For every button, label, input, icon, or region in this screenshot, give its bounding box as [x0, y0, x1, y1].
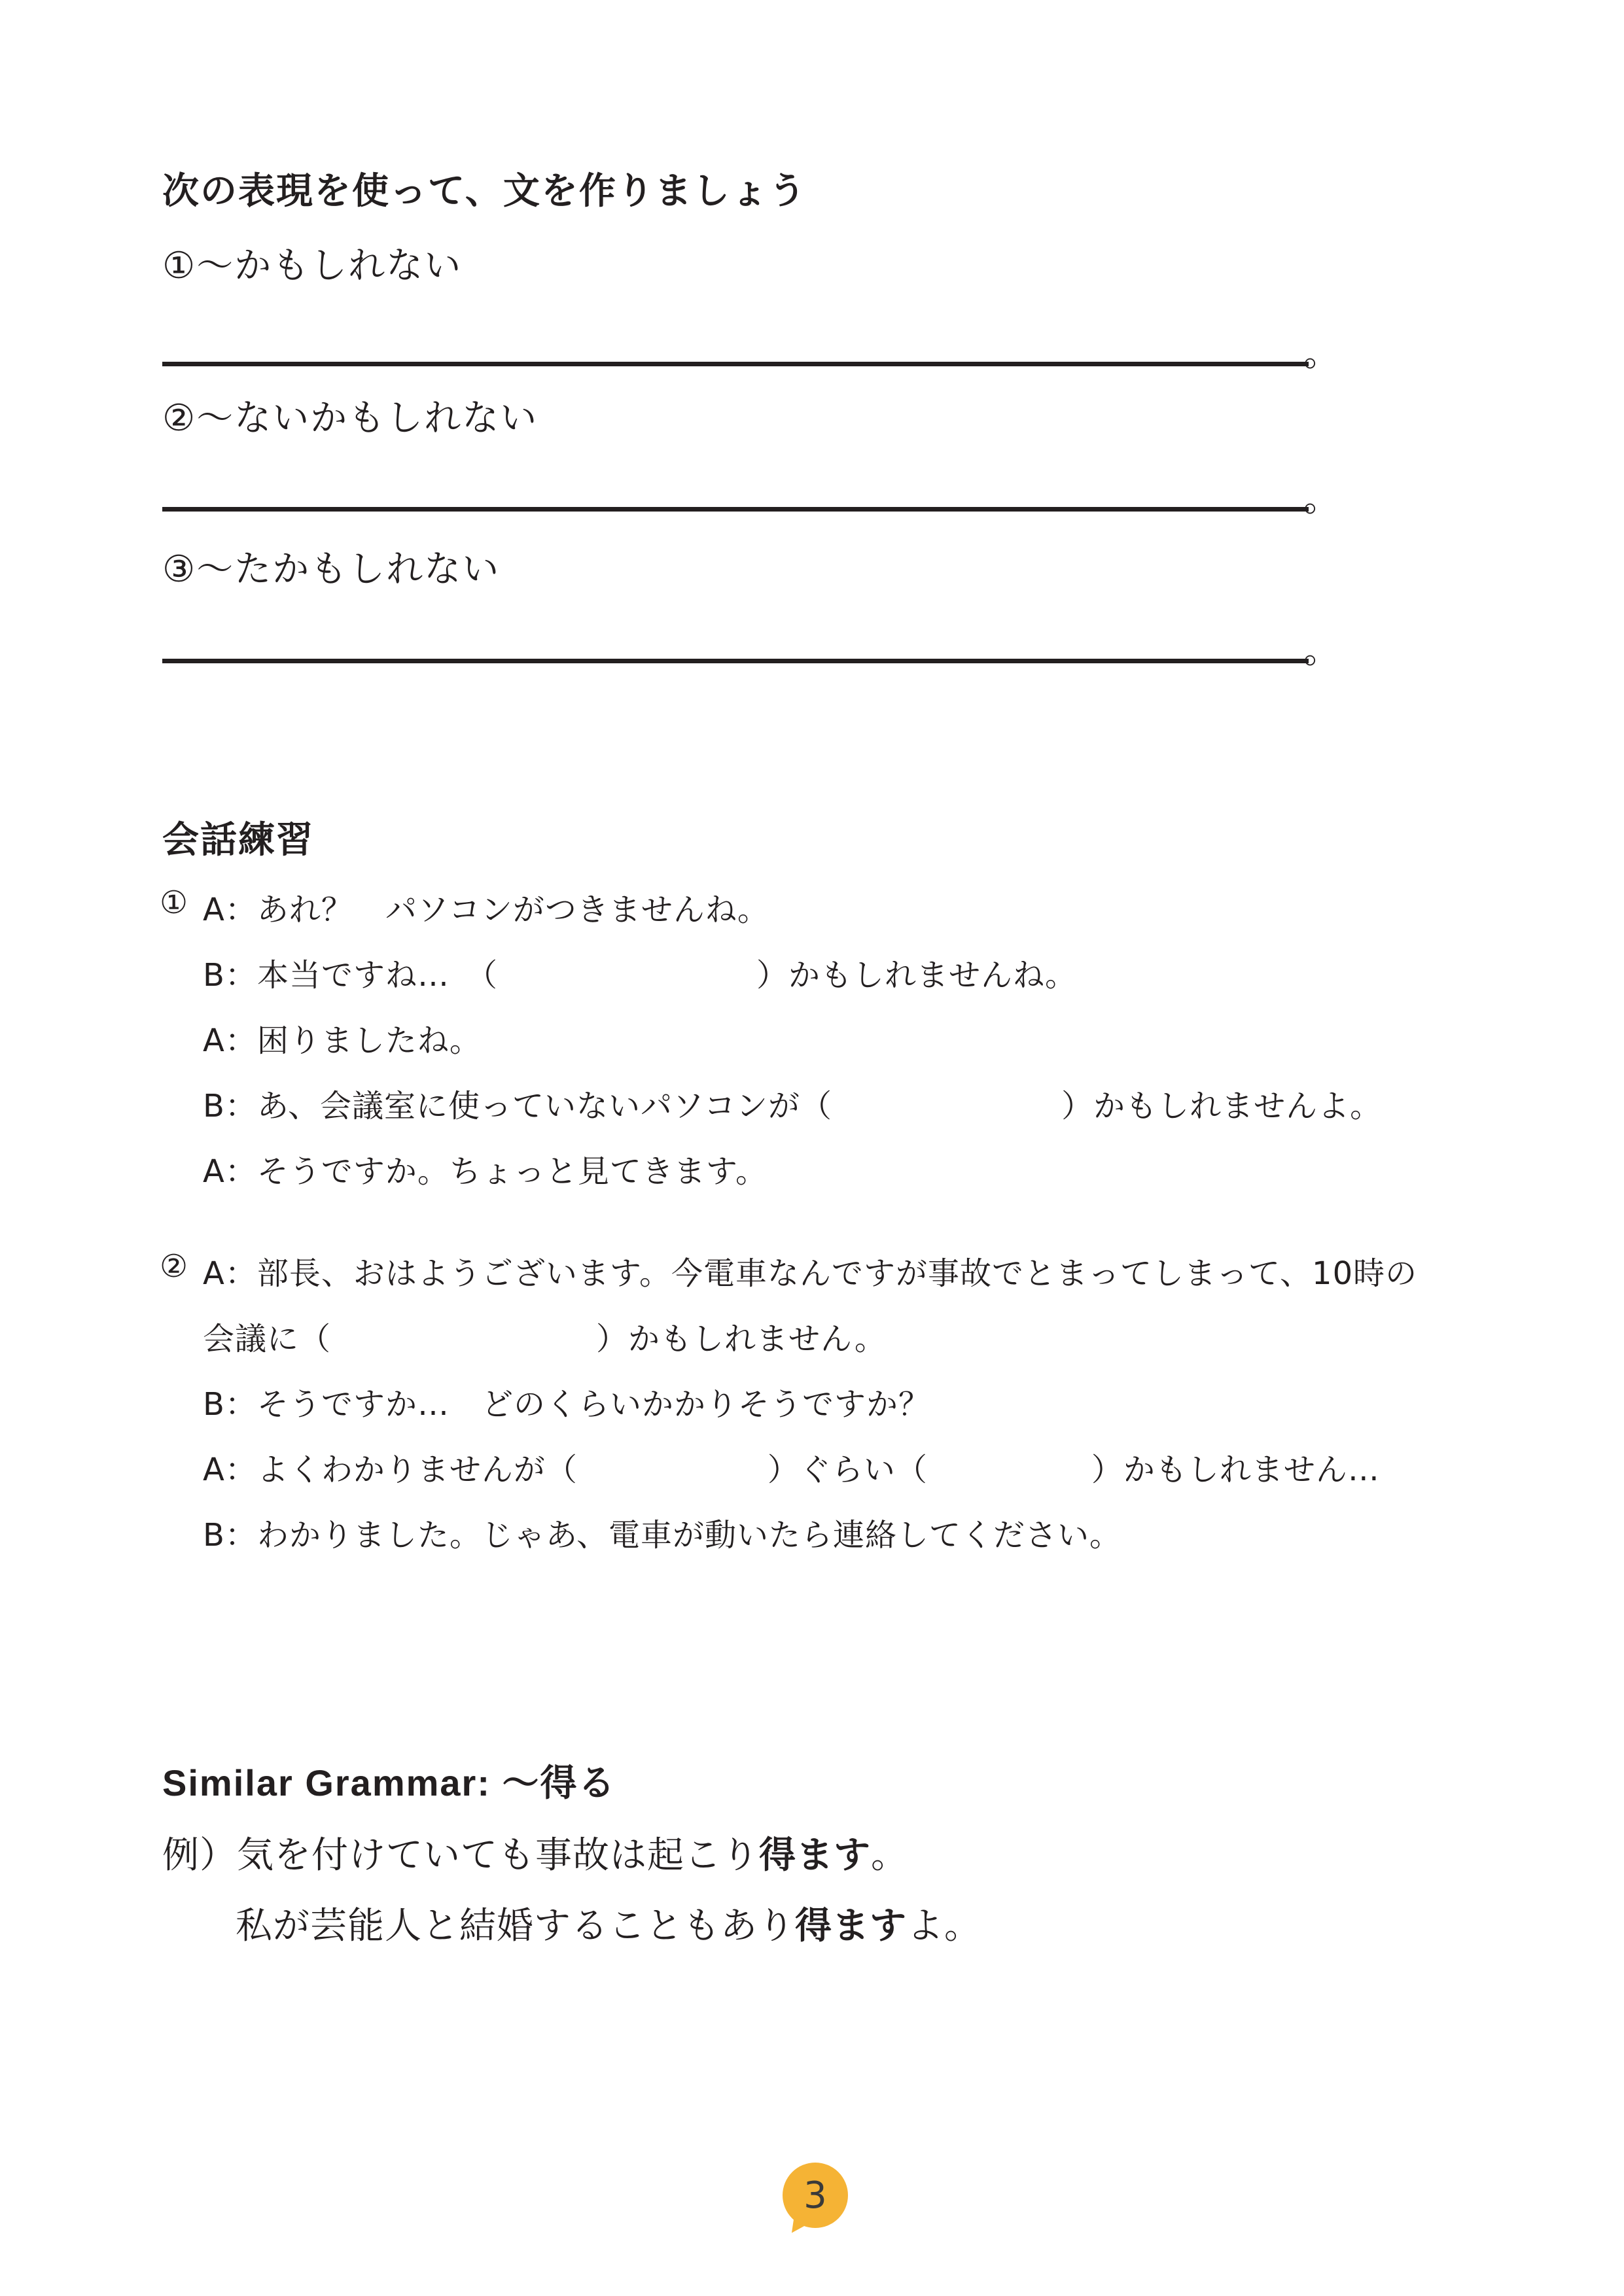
example-text: 私が芸能人と結婚することもあり — [236, 1905, 795, 1947]
speaker-label: A： — [203, 892, 257, 928]
answer-line-2[interactable] — [162, 507, 1309, 512]
speaker-label: A： — [203, 1255, 257, 1292]
expression-item-3: ③〜たかもしれない — [162, 548, 501, 591]
dialog-text: ）ぐらい（ — [767, 1452, 928, 1488]
dialog-text: よくわかりませんが（ — [256, 1452, 578, 1488]
dialog-text: そうですか。ちょっと見てきます。 — [256, 1153, 768, 1190]
example-text: 。 — [871, 1834, 908, 1877]
example-label: 例） — [162, 1834, 237, 1877]
dialog-text: 困りましたね。 — [256, 1022, 482, 1059]
answer-line-1[interactable] — [162, 362, 1309, 366]
section-title-make-sentences: 次の表現を使って、文を作りましょう — [162, 170, 807, 213]
dialog-text: 会議に（ — [203, 1321, 332, 1357]
example-bold-text: 得ます — [759, 1834, 871, 1877]
example-bold-text: 得ます — [795, 1905, 907, 1947]
dialog-text: ）かもしれませんよ。 — [1061, 1088, 1383, 1124]
dialog-1-line-2 — [203, 950, 1077, 995]
speaker-label: B： — [203, 1517, 257, 1554]
page-number: 3 — [803, 2174, 827, 2217]
dialog-text: 本当ですね… （ — [256, 957, 498, 994]
speaker-label: A： — [203, 1022, 257, 1059]
dialog-text: あれ？ パソコンがつきませんね。 — [256, 892, 769, 928]
example-text: 気を付けていても事故は起こり — [237, 1834, 759, 1877]
dialog-1-line-4 — [203, 1081, 1382, 1126]
dialog-1-number: ① — [160, 884, 189, 921]
section-title-conversation: 会話練習 — [162, 819, 314, 861]
answer-period-2: 。 — [1303, 478, 1340, 520]
speaker-label: A： — [203, 1452, 257, 1488]
dialog-2-line-2 — [203, 1313, 887, 1359]
dialog-text: わかりました。じゃあ、電車が動いたら連絡してください。 — [256, 1517, 1122, 1554]
expression-item-2: ②〜ないかもしれない — [162, 397, 538, 440]
dialog-text: ）かもしれません。 — [596, 1321, 887, 1357]
page-number-badge — [783, 2163, 848, 2228]
dialog-text: ）かもしれません… — [1091, 1452, 1380, 1488]
dialog-2-number: ② — [160, 1248, 189, 1285]
dialog-2-line-4 — [203, 1444, 1380, 1489]
dialog-text: そうですか… どのくらいかかりそうですか？ — [256, 1386, 930, 1423]
expression-item-1: ①〜かもしれない — [162, 245, 463, 287]
dialog-2-line-5 — [203, 1510, 1121, 1555]
answer-period-3: 。 — [1303, 629, 1340, 672]
example-sentence-2 — [236, 1897, 981, 1949]
answer-period-1: 。 — [1303, 332, 1340, 375]
dialog-2-line-3 — [203, 1379, 930, 1424]
example-sentence-1 — [162, 1826, 908, 1879]
dialog-text: 部長、おはようございます。今電車なんですが事故でとまってしまって、10時の — [256, 1255, 1418, 1292]
dialog-2-line-1 — [203, 1248, 1417, 1293]
speaker-label: A： — [203, 1153, 257, 1190]
speaker-label: B： — [203, 1386, 257, 1423]
dialog-text: あ、会議室に使っていないパソコンが（ — [256, 1088, 833, 1124]
answer-line-3[interactable] — [162, 659, 1309, 663]
dialog-1-line-1 — [203, 884, 769, 930]
example-text: よ。 — [907, 1905, 981, 1947]
speaker-label: B： — [203, 1088, 257, 1124]
dialog-text: ）かもしれませんね。 — [756, 957, 1077, 994]
dialog-1-line-5 — [203, 1146, 768, 1191]
speaker-label: B： — [203, 957, 257, 994]
dialog-1-line-3 — [203, 1015, 482, 1060]
section-title-similar-grammar: Similar Grammar: 〜得る — [162, 1762, 616, 1803]
